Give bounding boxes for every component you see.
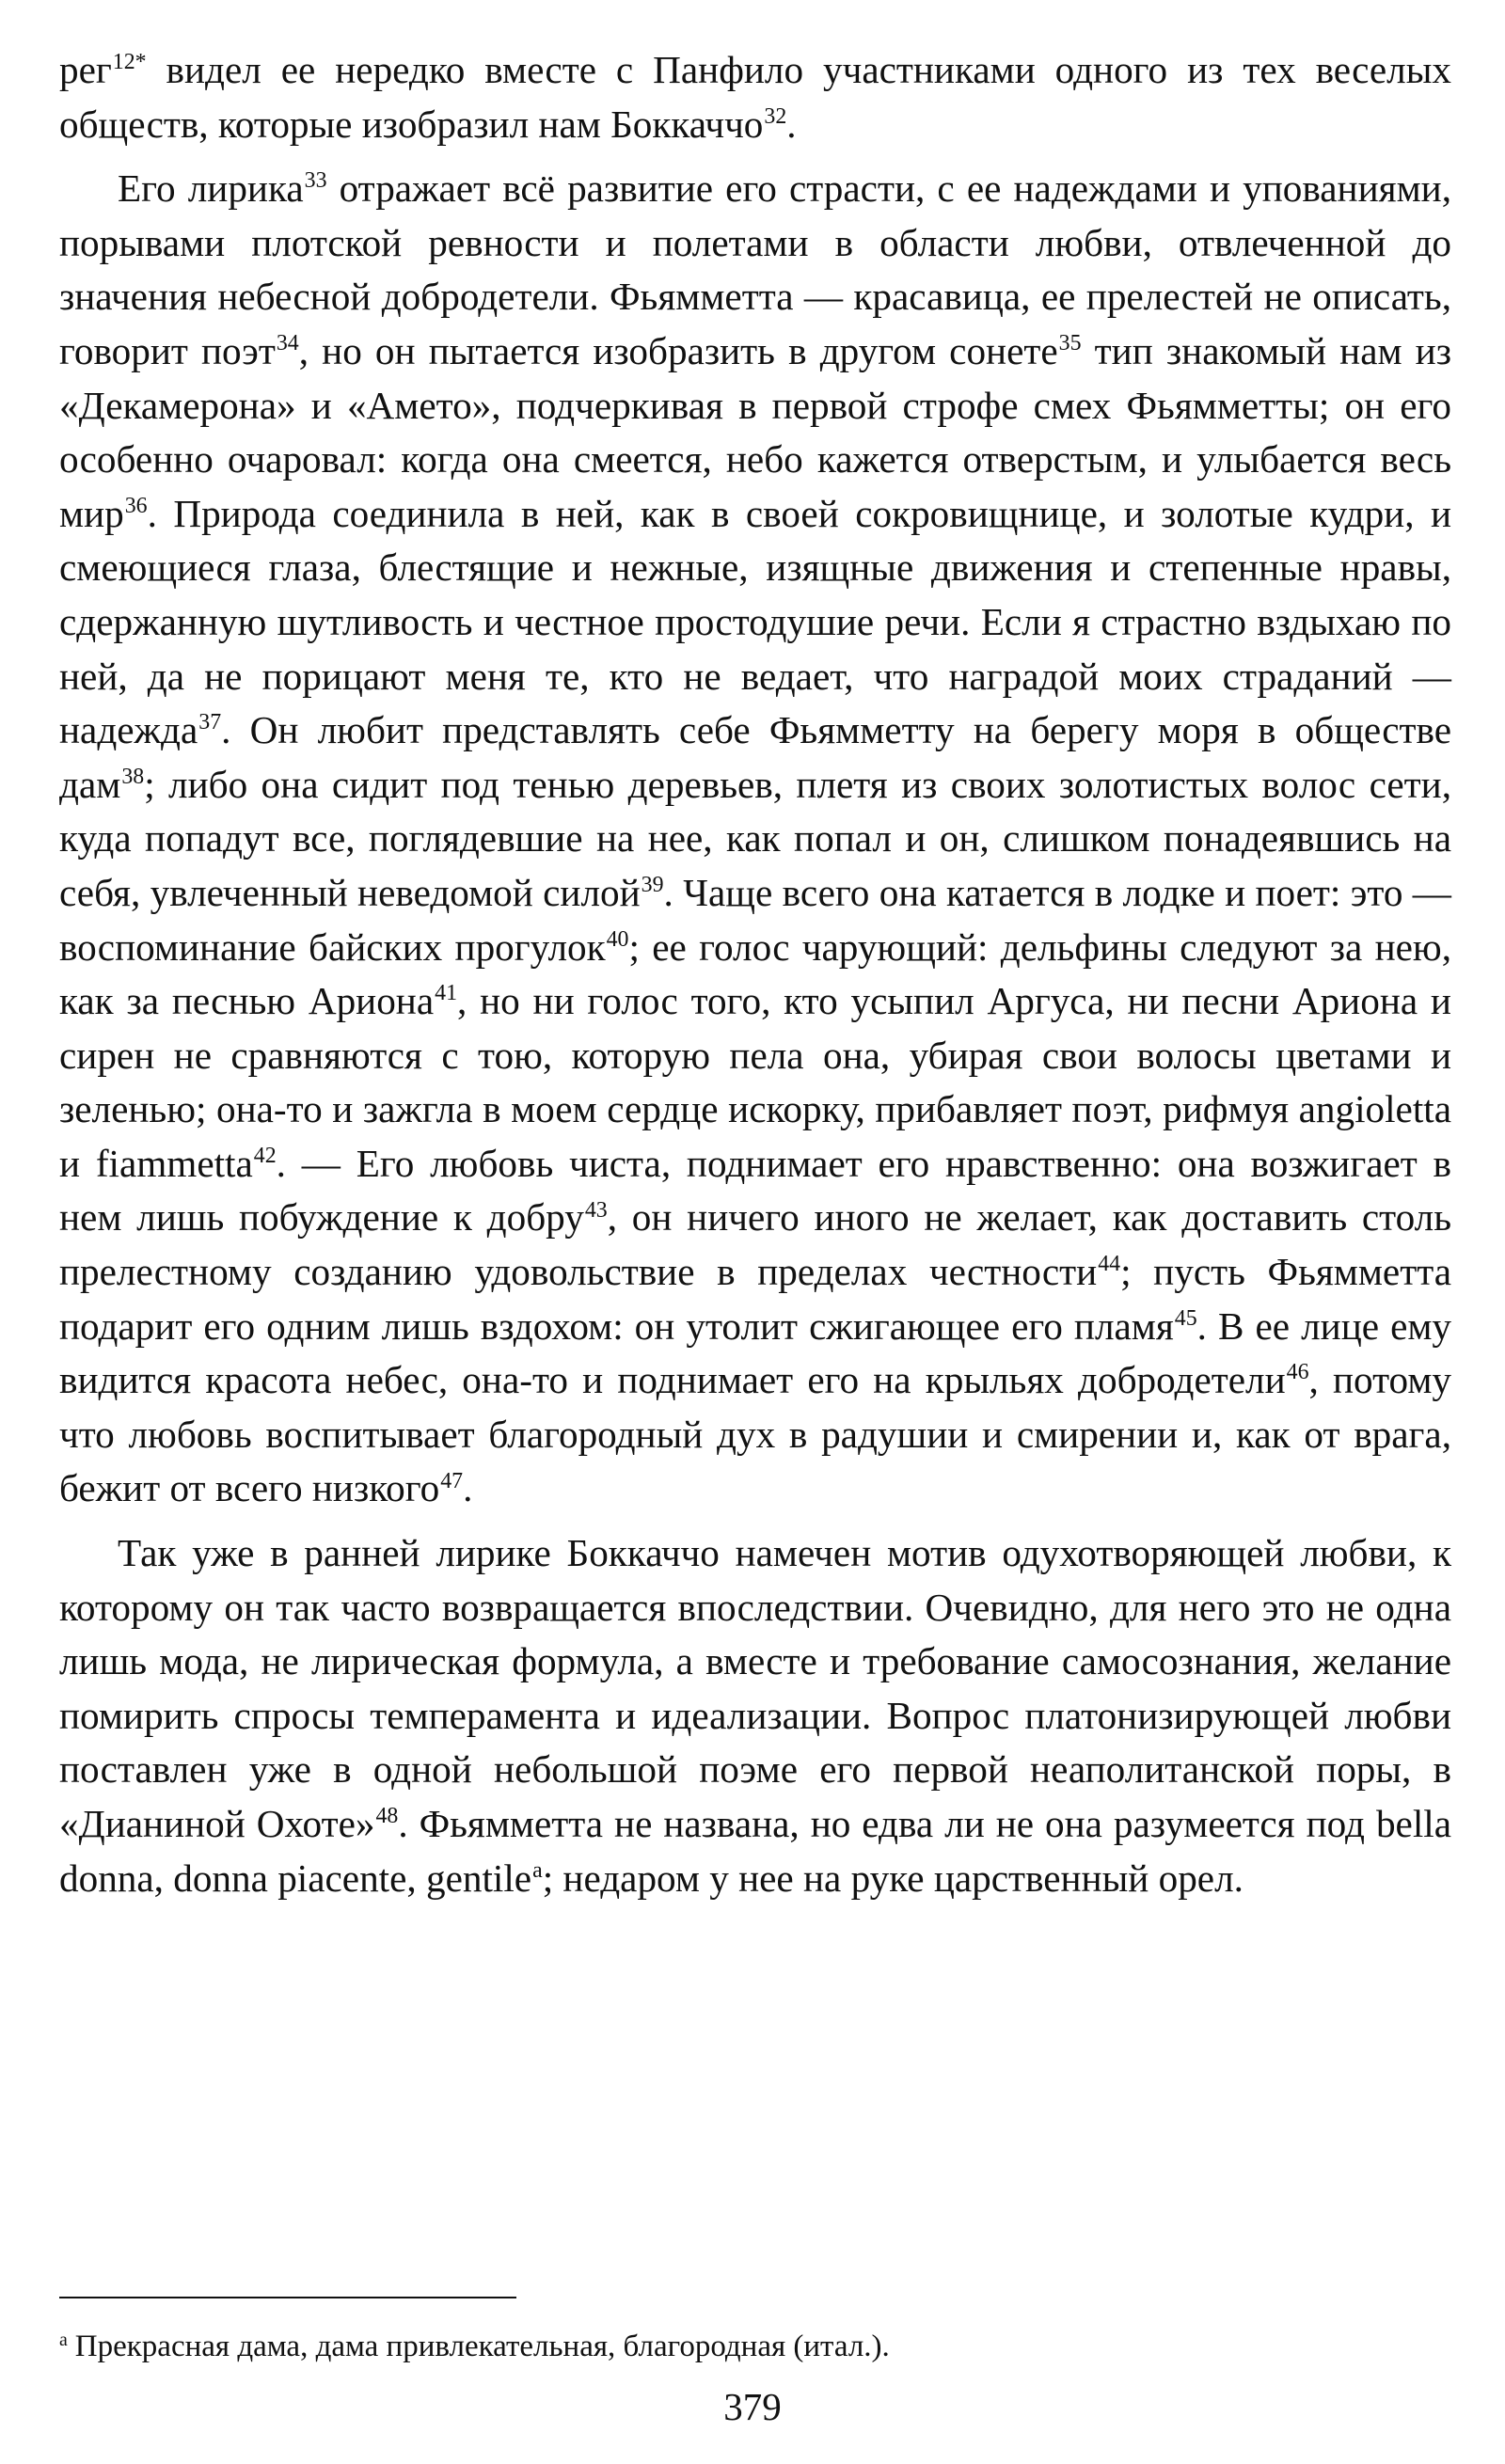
text-run: . — [463, 1466, 473, 1510]
footnote — [59, 2319, 1451, 2367]
text-run: ; пусть Фьямметта подарит его одним лишь вздохом: он утолит сжигающее его пламя — [59, 1250, 1451, 1348]
text-run: . Фьямметта не названа, но едва ли не она разумеется под bella donna, donna piacente, gentile — [59, 1802, 1451, 1900]
paragraph — [59, 1526, 1451, 1905]
text-run: рег — [59, 48, 112, 91]
text-run: , но ни голос того, кто усыпил Аргуса, ни песни Ариона и сирен не сравняются с тою, которую пела она, убирая свои волосы цветами и зеленью; она-то и зажгла в моем сердце искорку, прибавляет поэт, рифмуя angioletta и fiammetta — [59, 979, 1451, 1185]
paragraph — [59, 43, 1451, 151]
note-reference: 42 — [253, 1144, 277, 1169]
page-number: 379 — [723, 2385, 782, 2428]
text-run: , он ничего иного не желает, как доставить столь прелестному созданию удовольствие в пределах честности — [59, 1195, 1451, 1294]
note-reference: 45 — [1174, 1305, 1197, 1331]
note-reference: a — [532, 1857, 543, 1883]
note-reference: 36 — [124, 493, 148, 518]
text-run: тип знакомый нам из «Декамерона» и «Амето», подчеркивая в первой строфе смех Фьямметты; он его особенно очаровал: когда она смеется, небо кажется отверстым, и улыбается весь мир — [59, 328, 1451, 535]
footnote-separator — [59, 2297, 516, 2298]
text-run: , потому что любовь воспитывает благородный дух в радушии и смирении и, как от врага, бежит от всего низкого — [59, 1358, 1452, 1510]
note-reference: 41 — [435, 981, 458, 1006]
text-run: . В ее лице ему видится красота небес, она-то и поднимает его на крыльях добродетели — [59, 1303, 1452, 1402]
note-reference: 43 — [584, 1197, 608, 1223]
note-reference: 47 — [440, 1468, 464, 1493]
text-run: . Чаще всего она катается в лодке и поет: это — воспоминание байских прогулок — [59, 870, 1451, 969]
note-reference: 38 — [121, 764, 145, 789]
note-reference: 44 — [1098, 1252, 1121, 1277]
main-text — [59, 43, 1451, 1916]
text-run: . Он любит представлять себе Фьямметту на берегу моря в обществе дам — [59, 708, 1451, 806]
note-reference: 39 — [641, 873, 664, 898]
note-reference: 32 — [764, 103, 787, 129]
footnote-mark: a — [59, 2330, 68, 2350]
note-reference: 37 — [198, 710, 222, 735]
text-run: Его лирика — [118, 166, 304, 211]
footnote-text: Прекрасная дама, дама привлекательная, благородная (итал.). — [74, 2329, 890, 2363]
text-run: . — [786, 102, 797, 146]
text-run: ; либо она сидит под тенью деревьев, плетя из своих золотистых волос сети, куда попадут все, поглядевшие на нее, как попал и он, слишком понадеявшись на себя, увлеченный неведомой силой — [59, 762, 1451, 914]
text-run: ; недаром у нее на руке царственный орел. — [542, 1856, 1244, 1900]
text-run: . Природа соединила в ней, как в своей сокровищнице, и золотые кудри, и смеющиеся глаза, блестящие и нежные, изящные движения и степенные нравы, сдержанную шутливость и честное простодушие речи. Если я страстно вздыхаю по ней, да не порицают меня те, кто не ведает, что наградой моих страданий — надежда — [59, 491, 1451, 752]
note-reference: 33 — [304, 168, 327, 194]
note-reference: 35 — [1058, 331, 1082, 356]
text-run: . — Его любовь чиста, поднимает его нравственно: она возжигает в нем лишь побуждение к добру — [59, 1141, 1451, 1240]
text-run: видел ее нередко вместе с Панфило участниками одного из тех веселых обществ, которые изобразил нам Боккаччо — [59, 48, 1451, 146]
paragraph — [59, 162, 1451, 1516]
note-reference: 12* — [112, 50, 147, 75]
note-reference: 48 — [375, 1804, 399, 1829]
text-run: ; ее голос чарующий: дельфины следуют за нею, как за песнью Ариона — [59, 924, 1451, 1023]
note-reference: 34 — [276, 331, 299, 356]
text-run: отражает всё развитие его страсти, с ее надеждами и упованиями, порывами плотской ревности и полетами в области любви, отвлеченной до значения небесной добродетели. Фьямметта — красавица, ее прелестей не описать, говорит поэт — [59, 166, 1451, 372]
note-reference: 46 — [1286, 1360, 1309, 1385]
note-reference: 40 — [606, 926, 629, 952]
text-run: Так уже в ранней лирике Боккаччо намечен мотив одухотворяющей любви, к которому он так часто возвращается впоследствии. Очевидно, для него это не одна лишь мода, не лирическая формула, а вместе и требование самосознания, желание помирить спросы темперамента и идеализации. Вопрос платонизирующей любви поставлен уже в одной небольшой поэме его первой неаполитанской поры, в «Дианиной Охоте» — [59, 1531, 1451, 1845]
text-run: , но он пытается изобразить в другом сонете — [298, 328, 1058, 372]
